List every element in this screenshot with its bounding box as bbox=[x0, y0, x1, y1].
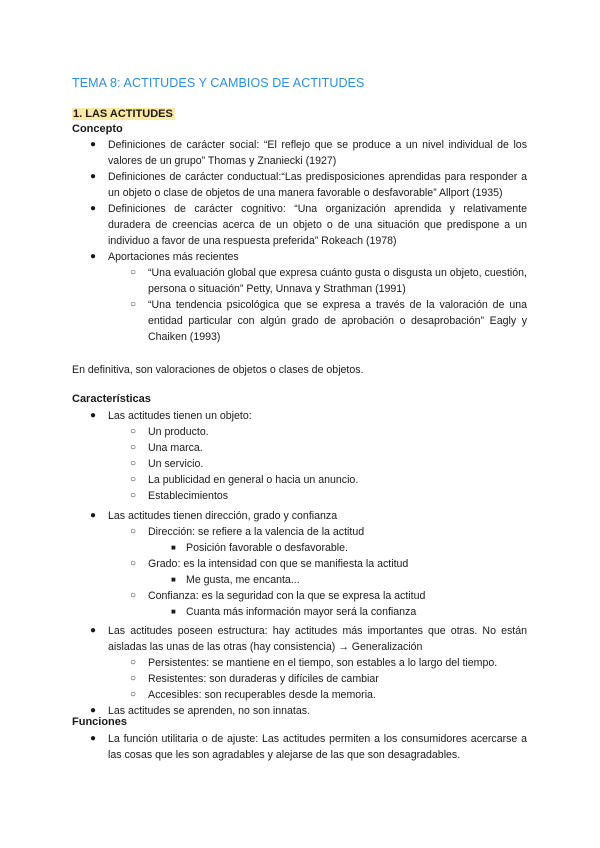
circle-bullet-icon: ○ bbox=[130, 673, 137, 684]
list-item: ○ Dirección: se refiere a la valencia de la actitud ■ Posición favorable o desfavorable. bbox=[130, 524, 527, 556]
caracteristicas-list bbox=[90, 408, 527, 719]
concepto-list bbox=[90, 137, 527, 345]
section-heading: 1. LAS ACTITUDES bbox=[73, 108, 173, 120]
bullet-icon: ● bbox=[90, 139, 97, 150]
list-item: ○ Grado: es la intensidad con que se manifiesta la actitud ■ Me gusta, me encanta... bbox=[130, 556, 527, 588]
square-bullet-icon: ■ bbox=[171, 543, 176, 552]
circle-bullet-icon: ○ bbox=[130, 299, 137, 310]
list-item: ○ Un producto. bbox=[130, 426, 209, 438]
list-item: ● Las actitudes tienen dirección, grado y confianza ○ Dirección: se refiere a la valencia de la actitud ■ Posición favorable o desfavorable. ○ Grado: es la intensidad con que se manifiesta la actitud ■ Me gusta, me encanta... ○ Confianza: es la seguridad con la que se expresa la actitud ■ Cuanta más información mayor será la confianza bbox=[90, 508, 527, 620]
list-item: ○ Un servicio. bbox=[130, 458, 204, 470]
list-item: ○ La publicidad en general o hacia un anuncio. bbox=[130, 474, 359, 486]
list-item: ■ Me gusta, me encanta... bbox=[171, 574, 300, 586]
list-item: ○ Una marca. bbox=[130, 442, 203, 454]
list-item: ■ Cuanta más información mayor será la confianza bbox=[171, 606, 417, 618]
definitiva-paragraph: En definitiva, son valoraciones de objetos o clases de objetos. bbox=[72, 364, 364, 376]
list-item: ○ Accesibles: son recuperables desde la memoria. bbox=[130, 689, 376, 701]
circle-bullet-icon: ○ bbox=[130, 657, 137, 668]
page-title: TEMA 8: ACTITUDES Y CAMBIOS DE ACTITUDES bbox=[72, 76, 365, 90]
circle-bullet-icon: ○ bbox=[130, 267, 137, 278]
bullet-icon: ● bbox=[90, 733, 97, 744]
list-item: ● Las actitudes poseen estructura: hay actitudes más importantes que otras. No están aisladas las unas de las otras (hay consistencia) → Generalización ○ Persistentes: se mantiene en el tiempo, son estables a lo largo del tiempo. ○ Resistentes: son duraderas y difíciles de cambiar ○ Accesibles: son recuperables desde la memoria. bbox=[90, 625, 527, 701]
list-item: ○ Persistentes: se mantiene en el tiempo, son estables a lo largo del tiempo. bbox=[130, 657, 498, 669]
list-item: ■ Posición favorable o desfavorable. bbox=[171, 542, 348, 554]
circle-bullet-icon: ○ bbox=[130, 474, 137, 485]
circle-bullet-icon: ○ bbox=[130, 490, 137, 501]
circle-bullet-icon: ○ bbox=[130, 426, 137, 437]
direccion-list bbox=[108, 524, 527, 620]
list-item: ● Definiciones de carácter cognitivo: “Una organización aprendida y relativamente duradera de creencias acerca de un objeto o de una situación que predispone a un individuo a favor de una respuesta preferida” Rokeach (1978) bbox=[90, 203, 527, 247]
objeto-list bbox=[108, 424, 527, 504]
circle-bullet-icon: ○ bbox=[130, 442, 137, 453]
caracteristicas-heading: Características bbox=[72, 393, 151, 405]
list-item: ● Definiciones de carácter conductual:“Las predisposiciones aprendidas para responder a un objeto o clase de objetos de una manera favorable o desfavorable” Allport (1935) bbox=[90, 171, 527, 199]
circle-bullet-icon: ○ bbox=[130, 558, 137, 569]
square-bullet-icon: ■ bbox=[171, 607, 176, 616]
recientes-list bbox=[108, 265, 527, 345]
circle-bullet-icon: ○ bbox=[130, 526, 137, 537]
circle-bullet-icon: ○ bbox=[130, 590, 137, 601]
bullet-icon: ● bbox=[90, 251, 97, 262]
list-item: ● Las actitudes se aprenden, no son innatas. bbox=[90, 705, 311, 717]
list-item: ○ “Una tendencia psicológica que se expresa a través de la valoración de una entidad particular con algún grado de aprobación o desaprobación” Eagly y Chaiken (1993) bbox=[130, 299, 527, 343]
bullet-icon: ● bbox=[90, 171, 97, 182]
square-bullet-icon: ■ bbox=[171, 575, 176, 584]
list-item: ● Definiciones de carácter social: “El reflejo que se produce a un nivel individual de los valores de un grupo” Thomas y Znaniecki (1927) bbox=[90, 139, 527, 167]
bullet-icon: ● bbox=[90, 410, 97, 421]
list-item: ○ Establecimientos bbox=[130, 490, 229, 502]
list-item: ● La función utilitaria o de ajuste: Las actitudes permiten a los consumidores acercarse a las cosas que les son agradables y alejarse de las que son desagradables. bbox=[90, 733, 527, 761]
list-item: ● Aportaciones más recientes ○ “Una evaluación global que expresa cuánto gusta o disgusta un objeto, cuestión, persona o situación” Petty, Unnava y Strathman (1991) ○ “Una tendencia psicológica que se expresa a través de la valoración de una entidad particular con algún grado de aprobación o desaprobación” Eagly y Chaiken (1993) bbox=[90, 251, 527, 343]
circle-bullet-icon: ○ bbox=[130, 689, 137, 700]
list-item: ● Las actitudes tienen un objeto: ○ Un producto. ○ Una marca. ○ Un servicio. ○ La publicidad en general o hacia un anuncio. ○ Establecimientos bbox=[90, 408, 527, 504]
bullet-icon: ● bbox=[90, 705, 97, 716]
circle-bullet-icon: ○ bbox=[130, 458, 137, 469]
funciones-heading: Funciones bbox=[72, 716, 128, 728]
bullet-icon: ● bbox=[90, 625, 97, 636]
funciones-list bbox=[90, 731, 527, 763]
bullet-icon: ● bbox=[90, 203, 97, 214]
concepto-heading: Concepto bbox=[72, 123, 123, 135]
list-item: ○ Confianza: es la seguridad con la que se expresa la actitud ■ Cuanta más información mayor será la confianza bbox=[130, 588, 527, 620]
bullet-icon: ● bbox=[90, 510, 97, 521]
list-item: ○ Resistentes: son duraderas y difíciles de cambiar bbox=[130, 673, 379, 685]
list-item: ○ “Una evaluación global que expresa cuánto gusta o disgusta un objeto, cuestión, persona o situación” Petty, Unnava y Strathman (1991) bbox=[130, 267, 527, 295]
estructura-list bbox=[108, 655, 527, 703]
